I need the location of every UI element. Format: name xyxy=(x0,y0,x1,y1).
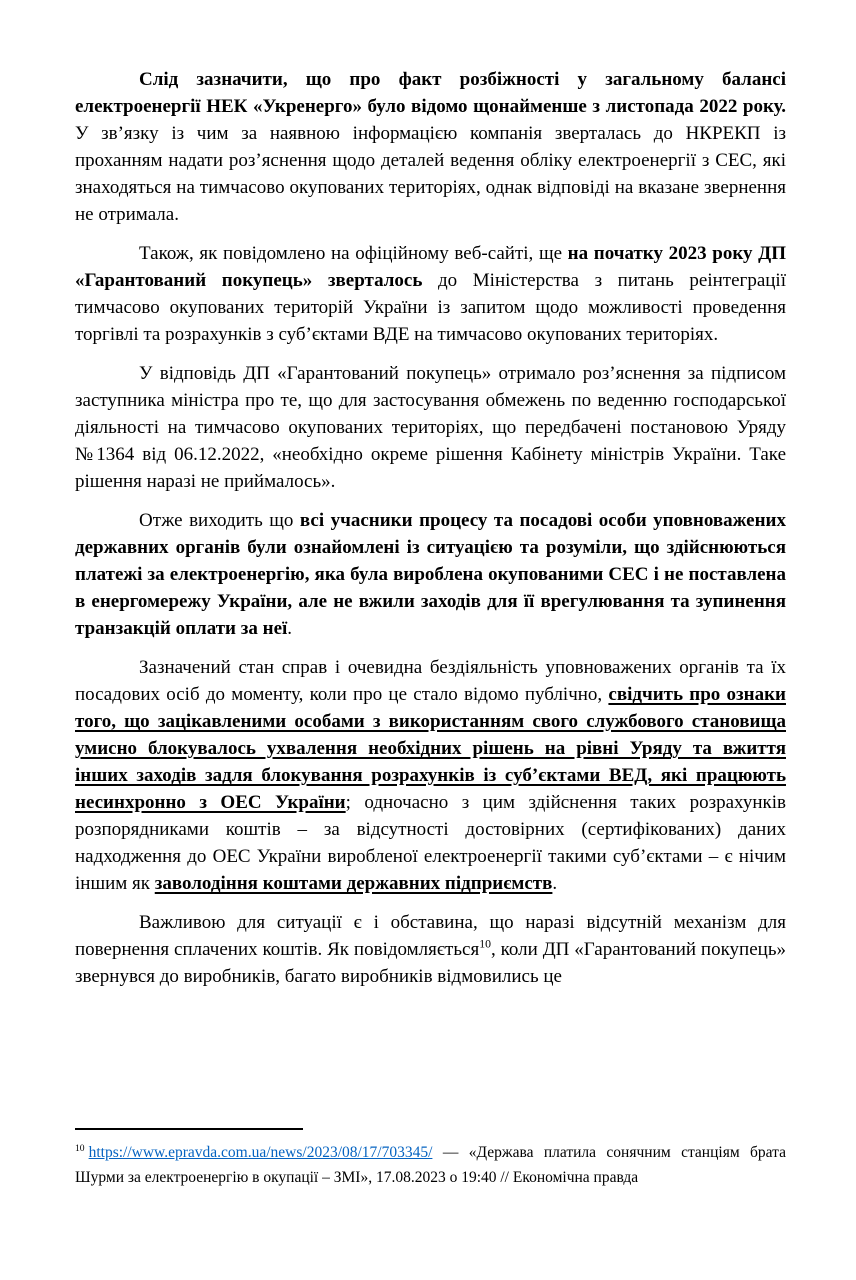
text-segment: Отже виходить що xyxy=(139,510,300,531)
text-segment: . xyxy=(552,873,558,894)
text-segment: заволодіння коштами державних підприємств xyxy=(154,873,553,894)
paragraph xyxy=(75,240,786,348)
text-segment: . xyxy=(287,618,293,639)
paragraph xyxy=(75,507,786,642)
footnote-link[interactable]: https://www.epravda.com.ua/news/2023/08/17/703345/ xyxy=(88,1144,433,1161)
paragraph xyxy=(75,66,786,228)
footnote-separator xyxy=(75,1128,303,1130)
text-segment: Також, як повідомлено на офіційному веб-сайті, ще xyxy=(139,243,568,264)
footnote xyxy=(75,1140,786,1190)
text-segment: Слід зазначити, що про факт розбіжності у загальному балансі електроенергії НЕК «Укренерго» було відомо щонайменше з листопада 2022 року. xyxy=(75,69,786,117)
text-segment: ; одночасно з цим здійснення таких розрахунків розпорядниками коштів – за відсутності достовірних (сертифікованих) даних надходження до ОЕС України виробленої електроенергії такими суб’єктами – є нічим іншим як xyxy=(75,792,786,894)
footnote-ref: 10 xyxy=(479,937,491,951)
text-segment: У зв’язку із чим за наявною інформацією компанія зверталась до НКРЕКП із проханням надати роз’яснення щодо деталей ведення обліку електроенергії з СЕС, які знаходяться на тимчасово окупованих територіях, однак відповіді на вказане звернення не отримала. xyxy=(75,123,786,225)
text-segment: до Міністерства з питань реінтеграції тимчасово окупованих територій України із запитом щодо можливості проведення торгівлі та розрахунків з суб’єктами ВДЕ на тимчасово окупованих територіях. xyxy=(75,270,786,345)
text-segment: свідчить про ознаки того, що зацікавленими особами з використанням свого службового становища умисно блокувалось ухвалення необхідних рішень на рівні Уряду та вжиття інших заходів задля блокування розрахунків із суб’єктами ВЕД, які працюють несинхронно з ОЕС України xyxy=(75,684,786,813)
paragraph xyxy=(75,909,786,990)
paragraph xyxy=(75,654,786,897)
text-segment: всі учасники процесу та посадові особи уповноважених державних органів були ознайомлені із ситуацією та розуміли, що здійснюються платежі за електроенергію, яка була вироблена окупованими СЕС і не поставлена в енергомережу України, але не вжили заходів для її врегулювання та зупинення транзакцій оплати за неї xyxy=(75,510,786,639)
text-segment: Зазначений стан справ і очевидна бездіяльність уповноважених органів та їх посадових осіб до моменту, коли про це стало відомо публічно, xyxy=(75,657,786,705)
footnote-text: — «Держава платила сонячним станціям брата Шурми за електроенергію в окупації – ЗМІ», 17.08.2023 о 19:40 // Економічна правда xyxy=(75,1144,786,1186)
footnote-number: 10 xyxy=(75,1142,85,1154)
paragraph xyxy=(75,360,786,495)
footnote-area xyxy=(75,1128,786,1190)
paragraphs-container xyxy=(75,66,786,990)
text-segment: Важливою для ситуації є і обставина, що наразі відсутній механізм для повернення сплачених коштів. Як повідомляється xyxy=(75,912,786,960)
text-segment: У відповідь ДП «Гарантований покупець» отримало роз’яснення за підписом заступника міністра про те, що для застосування обмежень по веденню господарської діяльності на тимчасово окупованих територіях, що передбачені постановою Уряду №1364 від 06.12.2022, «необхідно окреме рішення Кабінету міністрів України. Таке рішення наразі не приймалось». xyxy=(75,363,786,492)
text-segment: на початку 2023 року ДП «Гарантований покупець» зверталось xyxy=(75,243,787,291)
text-segment: , коли ДП «Гарантований покупець» звернувся до виробників, багато виробників відмовились це xyxy=(75,939,786,987)
